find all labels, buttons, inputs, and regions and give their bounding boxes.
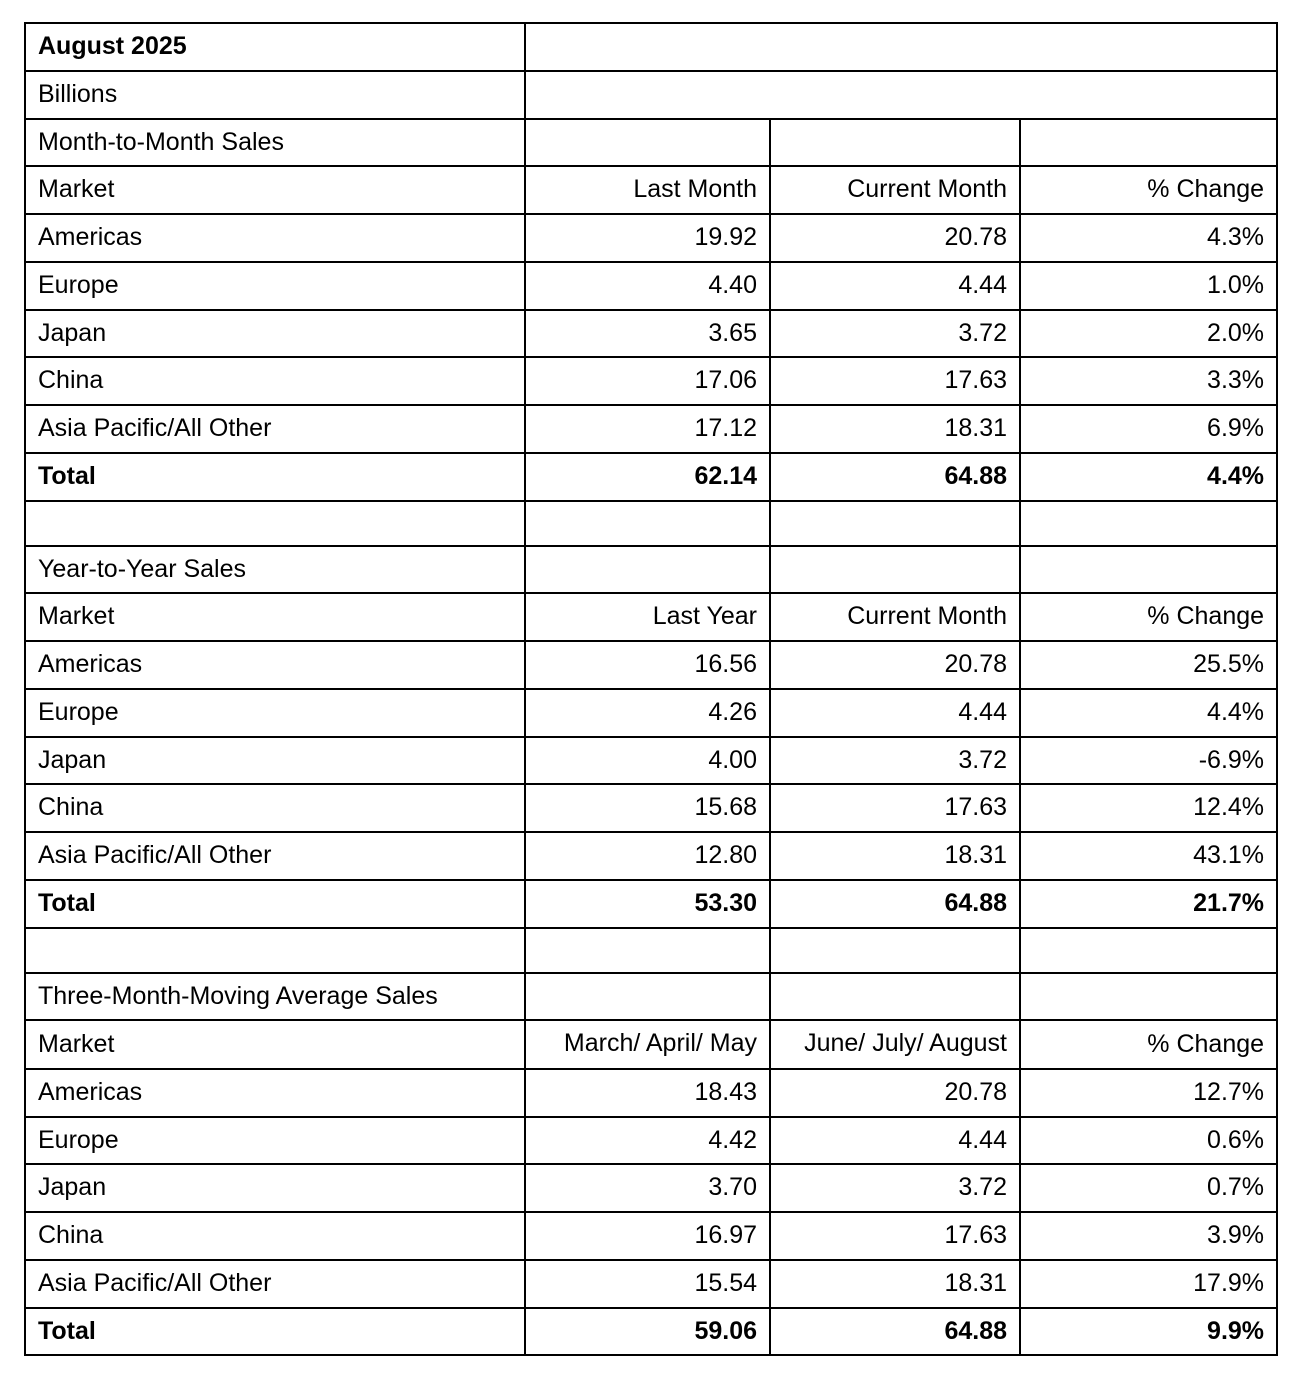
market-name: Asia Pacific/All Other [25, 405, 525, 453]
column-header-current: Current Month [770, 166, 1020, 214]
column-header-prior: March/ April/ May [525, 1020, 770, 1069]
value-change: 4.4% [1020, 689, 1277, 737]
value-change: 12.7% [1020, 1069, 1277, 1117]
value-prior: 3.65 [525, 310, 770, 358]
table-row [25, 641, 1277, 689]
value-current: 18.31 [770, 832, 1020, 880]
value-prior: 4.00 [525, 737, 770, 785]
market-name: Japan [25, 737, 525, 785]
column-header-row-three-month-moving-average [25, 1020, 1277, 1069]
section-heading-three-month-moving-average: Three-Month-Moving Average Sales [25, 973, 525, 1021]
market-name: Americas [25, 1069, 525, 1117]
total-change: 21.7% [1020, 880, 1277, 928]
value-change: 12.4% [1020, 784, 1277, 832]
column-header-row-year-to-year [25, 593, 1277, 641]
value-prior: 15.68 [525, 784, 770, 832]
value-prior: 19.92 [525, 214, 770, 262]
heading-filler-b [770, 973, 1020, 1021]
value-prior: 15.54 [525, 1260, 770, 1308]
table-row [25, 357, 1277, 405]
table-row [25, 784, 1277, 832]
value-prior: 16.97 [525, 1212, 770, 1260]
column-header-prior: Last Year [525, 593, 770, 641]
column-header-current: June/ July/ August [770, 1020, 1020, 1069]
spacer-cell [770, 928, 1020, 973]
value-prior: 4.40 [525, 262, 770, 310]
value-prior: 17.12 [525, 405, 770, 453]
value-change: 17.9% [1020, 1260, 1277, 1308]
heading-filler-b [770, 119, 1020, 167]
spacer-cell [1020, 501, 1277, 546]
total-label: Total [25, 1308, 525, 1356]
market-name: Europe [25, 1117, 525, 1165]
section-heading-row-three-month-moving-average [25, 973, 1277, 1021]
value-current: 18.31 [770, 405, 1020, 453]
total-current: 64.88 [770, 880, 1020, 928]
value-current: 17.63 [770, 357, 1020, 405]
total-label: Total [25, 880, 525, 928]
value-current: 20.78 [770, 214, 1020, 262]
market-name: China [25, 1212, 525, 1260]
table-row [25, 405, 1277, 453]
value-current: 20.78 [770, 1069, 1020, 1117]
table-row [25, 737, 1277, 785]
column-header-change: % Change [1020, 1020, 1277, 1069]
spacer-cell [525, 928, 770, 973]
spacer-cell [770, 501, 1020, 546]
market-name: Americas [25, 641, 525, 689]
table-row [25, 1117, 1277, 1165]
value-current: 3.72 [770, 1164, 1020, 1212]
section-heading-month-to-month: Month-to-Month Sales [25, 119, 525, 167]
title-row-filler [525, 23, 1277, 71]
column-header-market: Market [25, 1020, 525, 1069]
value-prior: 12.80 [525, 832, 770, 880]
value-current: 17.63 [770, 1212, 1020, 1260]
heading-filler-c [1020, 119, 1277, 167]
value-current: 4.44 [770, 262, 1020, 310]
spacer-cell [1020, 928, 1277, 973]
value-prior: 4.42 [525, 1117, 770, 1165]
spacer-row [25, 501, 1277, 546]
total-row [25, 880, 1277, 928]
value-change: 0.6% [1020, 1117, 1277, 1165]
column-header-change: % Change [1020, 593, 1277, 641]
value-prior: 4.26 [525, 689, 770, 737]
sales-report-table [24, 22, 1278, 1356]
total-row [25, 1308, 1277, 1356]
total-change: 9.9% [1020, 1308, 1277, 1356]
market-name: Europe [25, 689, 525, 737]
table-row [25, 1212, 1277, 1260]
value-change: 1.0% [1020, 262, 1277, 310]
market-name: Japan [25, 310, 525, 358]
total-prior: 53.30 [525, 880, 770, 928]
spacer-row [25, 928, 1277, 973]
value-current: 3.72 [770, 737, 1020, 785]
total-label: Total [25, 453, 525, 501]
value-change: 6.9% [1020, 405, 1277, 453]
table-row [25, 214, 1277, 262]
value-current: 3.72 [770, 310, 1020, 358]
table-row [25, 310, 1277, 358]
title-row [25, 23, 1277, 71]
total-current: 64.88 [770, 453, 1020, 501]
units-row-filler [525, 71, 1277, 119]
value-change: 43.1% [1020, 832, 1277, 880]
market-name: Asia Pacific/All Other [25, 832, 525, 880]
value-change: 3.9% [1020, 1212, 1277, 1260]
value-prior: 3.70 [525, 1164, 770, 1212]
market-name: Americas [25, 214, 525, 262]
total-change: 4.4% [1020, 453, 1277, 501]
report-title: August 2025 [25, 23, 525, 71]
units-row [25, 71, 1277, 119]
value-prior: 17.06 [525, 357, 770, 405]
market-name: China [25, 784, 525, 832]
heading-filler-a [525, 119, 770, 167]
section-heading-row-year-to-year [25, 546, 1277, 594]
section-heading-year-to-year: Year-to-Year Sales [25, 546, 525, 594]
value-change: 25.5% [1020, 641, 1277, 689]
table-row [25, 1260, 1277, 1308]
table-row [25, 1069, 1277, 1117]
value-change: -6.9% [1020, 737, 1277, 785]
heading-filler-b [770, 546, 1020, 594]
value-current: 17.63 [770, 784, 1020, 832]
table-row [25, 689, 1277, 737]
market-name: Asia Pacific/All Other [25, 1260, 525, 1308]
heading-filler-c [1020, 546, 1277, 594]
column-header-current: Current Month [770, 593, 1020, 641]
spacer-cell [25, 501, 525, 546]
value-current: 4.44 [770, 689, 1020, 737]
total-prior: 59.06 [525, 1308, 770, 1356]
value-change: 2.0% [1020, 310, 1277, 358]
total-current: 64.88 [770, 1308, 1020, 1356]
section-heading-row-month-to-month [25, 119, 1277, 167]
column-header-change: % Change [1020, 166, 1277, 214]
units-label: Billions [25, 71, 525, 119]
column-header-market: Market [25, 166, 525, 214]
table-row [25, 262, 1277, 310]
column-header-market: Market [25, 593, 525, 641]
market-name: Japan [25, 1164, 525, 1212]
table-row [25, 1164, 1277, 1212]
value-change: 3.3% [1020, 357, 1277, 405]
heading-filler-a [525, 973, 770, 1021]
market-name: China [25, 357, 525, 405]
value-prior: 16.56 [525, 641, 770, 689]
spacer-cell [25, 928, 525, 973]
value-prior: 18.43 [525, 1069, 770, 1117]
heading-filler-a [525, 546, 770, 594]
value-change: 0.7% [1020, 1164, 1277, 1212]
heading-filler-c [1020, 973, 1277, 1021]
column-header-prior: Last Month [525, 166, 770, 214]
value-current: 18.31 [770, 1260, 1020, 1308]
market-name: Europe [25, 262, 525, 310]
value-current: 20.78 [770, 641, 1020, 689]
spacer-cell [525, 501, 770, 546]
value-change: 4.3% [1020, 214, 1277, 262]
column-header-row-month-to-month [25, 166, 1277, 214]
value-current: 4.44 [770, 1117, 1020, 1165]
total-row [25, 453, 1277, 501]
table-row [25, 832, 1277, 880]
total-prior: 62.14 [525, 453, 770, 501]
